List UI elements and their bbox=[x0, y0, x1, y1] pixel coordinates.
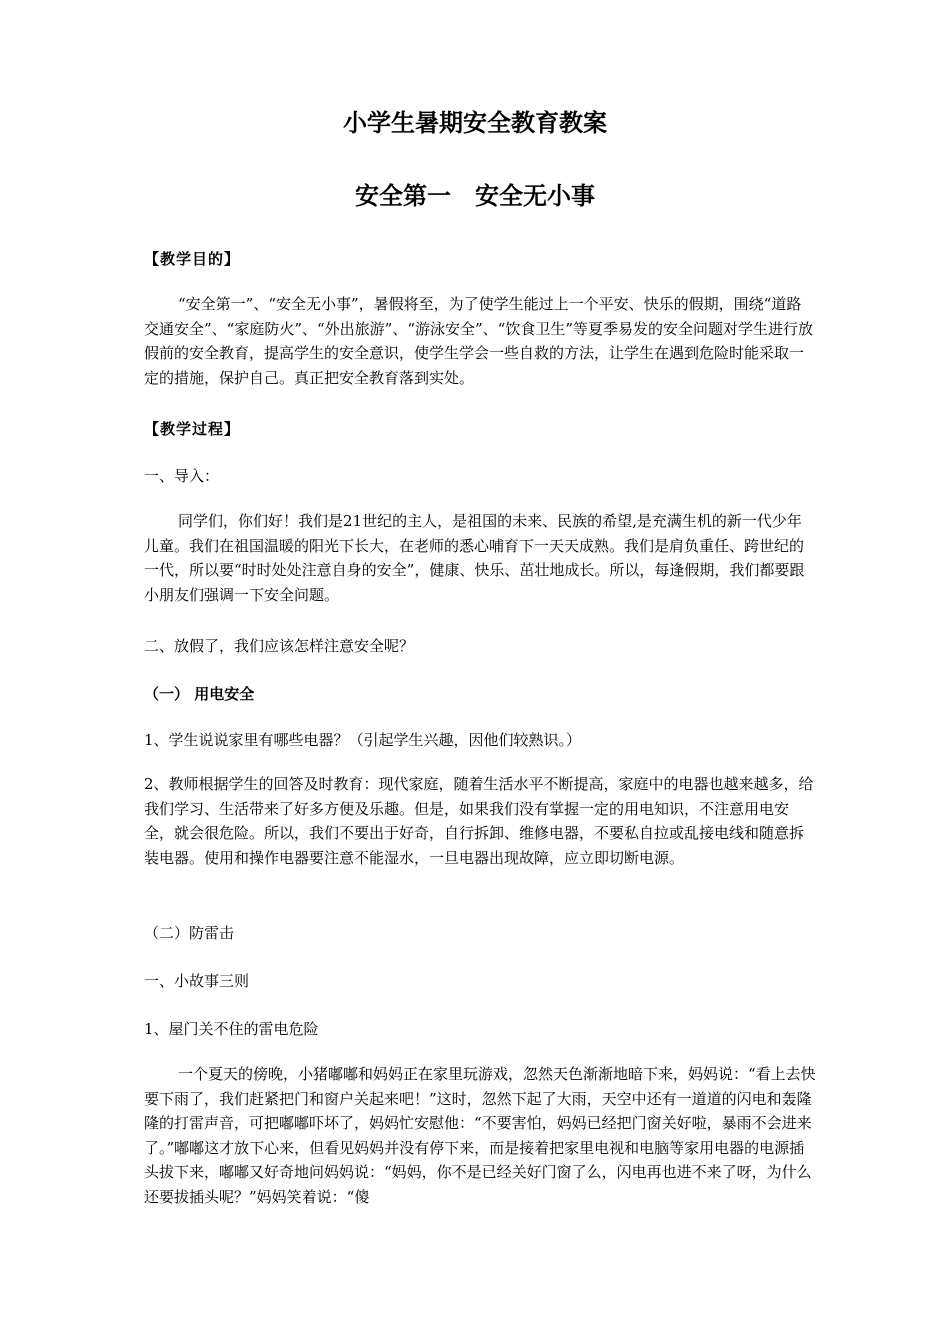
document-title: 小学生暑期安全教育教案 bbox=[343, 109, 607, 137]
story-1-title: 1、屋门关不住的雷电危险 bbox=[144, 1020, 319, 1038]
intro-label: 一、导入： bbox=[144, 467, 220, 485]
section-heading-goal: 【教学目的】 bbox=[144, 250, 241, 268]
subsection-heading-electricity: （一） 用电安全 bbox=[144, 685, 255, 703]
goal-paragraph: “安全第一”、“安全无小事”，暑假将至，为了使学生能过上一个平安、快乐的假期，围绕“道路交通安全”、“家庭防火”、“外出旅游”、“游泳安全”、“饮食卫生”等夏季易发的安全问题对学生进行放假前的安全教育，提高学生的安全意识，使学生学会一些自救的方法，让学生在遇到危险时能采取一定的措施，保护自己。真正把安全教育落到实处。 bbox=[144, 295, 814, 387]
electricity-item-2: 2、教师根据学生的回答及时教育：现代家庭，随着生活水平不断提高，家庭中的电器也越来越多，给我们学习、生活带来了好多方便及乐趣。但是，如果我们没有掌握一定的用电知识，不注意用电安全，就会很危险。所以，我们不要出于好奇，自行拆卸、维修电器，不要私自拉或乱接电线和随意拆装电器。使用和操作电器要注意不能湿水，一旦电器出现故障，应立即切断电源。 bbox=[144, 775, 814, 867]
subsection-heading-lightning: （二）防雷击 bbox=[144, 924, 235, 942]
electricity-item-1: 1、学生说说家里有哪些电器？（引起学生兴趣，因他们较熟识。） bbox=[144, 731, 582, 749]
stories-label: 一、小故事三则 bbox=[144, 972, 250, 990]
document-subtitle: 安全第一 安全无小事 bbox=[355, 182, 595, 210]
story-1-paragraph: 一个夏天的傍晚，小猪嘟嘟和妈妈正在家里玩游戏，忽然天色渐渐地暗下来，妈妈说：“看上去快要下雨了，我们赶紧把门和窗户关起来吧！”这时，忽然下起了大雨，天空中还有一道道的闪电和轰隆隆的打雷声音，可把嘟嘟吓坏了，妈妈忙安慰他：“不要害怕，妈妈已经把门窗关好啦，暴雨不会进来了。”嘟嘟这才放下心来，但看见妈妈并没有停下来，而是接着把家里电视和电脑等家用电器的电源插头拔下来，嘟嘟又好奇地问妈妈说：“妈妈，你不是已经关好门窗了么，闪电再也进不来了呀，为什么还要拔插头呢？”妈妈笑着说：“傻 bbox=[144, 1065, 816, 1206]
section-heading-process: 【教学过程】 bbox=[144, 420, 241, 438]
intro-paragraph: 同学们，你们好！我们是21世纪的主人，是祖国的未来、民族的希望,是充满生机的新一代少年儿童。我们在祖国温暖的阳光下长大，在老师的悉心哺育下一天天成熟。我们是肩负重任、跨世纪的一代，所以要“时时处处注意自身的安全”，健康、快乐、茁壮地成长。所以，每逢假期，我们都要跟小朋友们强调一下安全问题。 bbox=[144, 512, 805, 604]
safety-question: 二、放假了，我们应该怎样注意安全呢？ bbox=[144, 637, 415, 655]
